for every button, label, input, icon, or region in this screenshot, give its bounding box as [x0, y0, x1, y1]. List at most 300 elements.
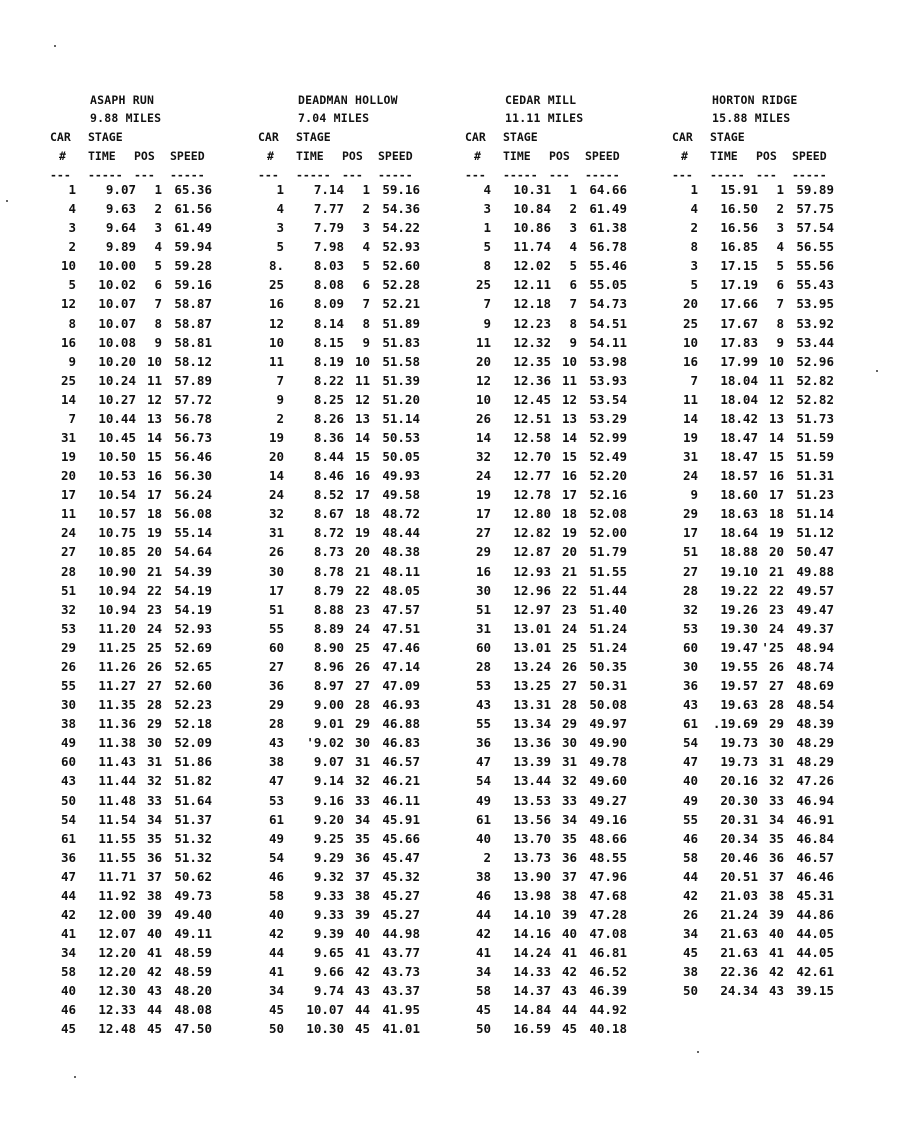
- position: 43: [561, 983, 577, 999]
- average-speed: 49.37: [796, 620, 834, 636]
- car-number: 30: [682, 658, 698, 674]
- stage-time: 8.09: [313, 296, 344, 312]
- position: 26: [561, 658, 577, 674]
- average-speed: 47.08: [589, 926, 627, 942]
- position: 43: [354, 983, 370, 999]
- car-number: 9: [483, 315, 491, 331]
- table-row: [258, 812, 483, 831]
- position: 41: [561, 945, 577, 961]
- car-number: 29: [60, 639, 76, 655]
- table-row: [258, 296, 483, 315]
- position: 12: [146, 391, 162, 407]
- col-header-pos: POS: [549, 149, 570, 163]
- col-divider-pos: ---: [756, 168, 777, 182]
- car-number: 28: [682, 582, 698, 598]
- stage-time: 11.43: [98, 754, 136, 770]
- table-row: [465, 335, 690, 354]
- col-divider-time: -----: [88, 168, 123, 182]
- table-row: [50, 697, 275, 716]
- table-row: [50, 869, 275, 888]
- table-row: [672, 850, 897, 869]
- stage-time: 9.01: [313, 716, 344, 732]
- position: 44: [146, 1002, 162, 1018]
- average-speed: 52.28: [382, 277, 420, 293]
- position: 7: [776, 296, 784, 312]
- table-row: [50, 182, 275, 201]
- stage-time: 12.35: [513, 353, 551, 369]
- stage-time: 10.07: [306, 1002, 344, 1018]
- table-row: [672, 239, 897, 258]
- position: 12: [561, 391, 577, 407]
- position: 26: [354, 658, 370, 674]
- table-row: [50, 449, 275, 468]
- position: 4: [154, 239, 162, 255]
- car-number: 20: [60, 468, 76, 484]
- stage-time: 16.56: [720, 220, 758, 236]
- car-number: 25: [268, 277, 284, 293]
- position: 21: [768, 563, 784, 579]
- stage-time: 11.92: [98, 887, 136, 903]
- stage-time: 10.07: [98, 315, 136, 331]
- table-row: [50, 316, 275, 335]
- table-row: [672, 926, 897, 945]
- table-row: [465, 697, 690, 716]
- stage-time: 8.44: [313, 449, 344, 465]
- table-row: [672, 945, 897, 964]
- car-number: 14: [475, 430, 491, 446]
- table-row: [672, 182, 897, 201]
- average-speed: 48.29: [796, 754, 834, 770]
- table-row: [465, 659, 690, 678]
- table-row: [672, 659, 897, 678]
- table-row: [258, 793, 483, 812]
- average-speed: 50.47: [796, 544, 834, 560]
- position: 19: [146, 525, 162, 541]
- table-row: [465, 640, 690, 659]
- car-number: 19: [268, 430, 284, 446]
- position: 7: [154, 296, 162, 312]
- stage-time: 10.50: [98, 449, 136, 465]
- stage-time: 9.89: [105, 239, 136, 255]
- table-row: [672, 754, 897, 773]
- car-number: 26: [475, 410, 491, 426]
- stage-time: 14.24: [513, 945, 551, 961]
- table-row: [672, 793, 897, 812]
- car-number: 38: [682, 964, 698, 980]
- stage-time: 17.99: [720, 353, 758, 369]
- car-number: 44: [682, 868, 698, 884]
- position: 17: [146, 487, 162, 503]
- car-number: 31: [268, 525, 284, 541]
- table-row: [258, 392, 483, 411]
- position: 1: [362, 182, 370, 197]
- position: 15: [354, 449, 370, 465]
- table-row: [672, 430, 897, 449]
- table-row: [50, 812, 275, 831]
- stage-time: 12.07: [98, 926, 136, 942]
- average-speed: 41.01: [382, 1021, 420, 1037]
- position: 11: [354, 372, 370, 388]
- car-number: 32: [475, 449, 491, 465]
- table-row: [465, 793, 690, 812]
- average-speed: 39.15: [796, 983, 834, 999]
- position: 41: [146, 945, 162, 961]
- car-number: 27: [268, 658, 284, 674]
- stage-time: 17.67: [720, 315, 758, 331]
- col-header-num: #: [59, 149, 66, 163]
- position: 36: [354, 849, 370, 865]
- average-speed: 51.79: [589, 544, 627, 560]
- car-number: 12: [268, 315, 284, 331]
- table-row: [465, 354, 690, 373]
- col-divider-speed: -----: [792, 168, 827, 182]
- table-row: [258, 659, 483, 678]
- car-number: 36: [268, 678, 284, 694]
- position: 21: [146, 563, 162, 579]
- table-row: [258, 983, 483, 1002]
- car-number: 20: [268, 449, 284, 465]
- position: 20: [768, 544, 784, 560]
- stage-time: 19.63: [720, 697, 758, 713]
- table-row: [672, 220, 897, 239]
- table-row: [672, 449, 897, 468]
- table-row: [672, 201, 897, 220]
- average-speed: 56.30: [174, 468, 212, 484]
- average-speed: 52.82: [796, 372, 834, 388]
- stage-time: 21.63: [720, 945, 758, 961]
- position: 13: [146, 410, 162, 426]
- average-speed: 52.08: [589, 506, 627, 522]
- position: 14: [768, 430, 784, 446]
- table-row: [465, 888, 690, 907]
- col-divider-time: -----: [503, 168, 538, 182]
- position: 21: [561, 563, 577, 579]
- table-row: [672, 678, 897, 697]
- stage-time: 19.57: [720, 678, 758, 694]
- average-speed: 52.20: [589, 468, 627, 484]
- average-speed: 46.21: [382, 773, 420, 789]
- stage-time: 11.36: [98, 716, 136, 732]
- position: 25: [146, 639, 162, 655]
- table-row: [672, 487, 897, 506]
- position: 28: [354, 697, 370, 713]
- average-speed: 50.05: [382, 449, 420, 465]
- stage-time: 9.00: [313, 697, 344, 713]
- car-number: 53: [682, 620, 698, 636]
- stage-time: 9.20: [313, 811, 344, 827]
- position: 9: [569, 334, 577, 350]
- stage-time: 11.71: [98, 868, 136, 884]
- col-header-stage: STAGE: [503, 130, 538, 144]
- average-speed: 46.88: [382, 716, 420, 732]
- stage-time: 10.54: [98, 487, 136, 503]
- position: 43: [146, 983, 162, 999]
- table-row: [50, 640, 275, 659]
- position: 38: [768, 887, 784, 903]
- position: 6: [569, 277, 577, 293]
- position: 31: [146, 754, 162, 770]
- table-row: [465, 773, 690, 792]
- stage-time: 13.01: [513, 620, 551, 636]
- average-speed: 56.78: [174, 410, 212, 426]
- stage-time: 10.44: [98, 410, 136, 426]
- car-number: 8: [68, 315, 76, 331]
- position: 38: [354, 887, 370, 903]
- table-row: [465, 1021, 690, 1040]
- stage-title: DEADMAN HOLLOW: [298, 93, 398, 107]
- position: 25: [354, 639, 370, 655]
- col-divider-car: ---: [50, 168, 71, 182]
- position: 42: [561, 964, 577, 980]
- car-number: 50: [475, 1021, 491, 1037]
- table-row: [465, 506, 690, 525]
- position: 2: [776, 201, 784, 217]
- stage-time: 21.03: [720, 887, 758, 903]
- car-number: 47: [268, 773, 284, 789]
- average-speed: 49.93: [382, 468, 420, 484]
- average-speed: 59.94: [174, 239, 212, 255]
- position: 8: [776, 315, 784, 331]
- position: 3: [569, 220, 577, 236]
- position: 44: [354, 1002, 370, 1018]
- stage-time: 19.30: [720, 620, 758, 636]
- position: 32: [354, 773, 370, 789]
- table-row: [50, 468, 275, 487]
- table-row: [50, 220, 275, 239]
- table-row: [50, 296, 275, 315]
- scan-speck: [54, 45, 56, 47]
- col-divider-speed: -----: [170, 168, 205, 182]
- stage-time: 20.46: [720, 849, 758, 865]
- average-speed: 48.08: [174, 1002, 212, 1018]
- average-speed: 49.40: [174, 906, 212, 922]
- car-number: 14: [268, 468, 284, 484]
- position: 5: [569, 258, 577, 274]
- stage-time: 12.23: [513, 315, 551, 331]
- table-row: [50, 831, 275, 850]
- average-speed: 46.91: [796, 811, 834, 827]
- position: 16: [354, 468, 370, 484]
- stage-time: 13.31: [513, 697, 551, 713]
- table-row: [50, 430, 275, 449]
- table-row: [50, 258, 275, 277]
- position: 22: [561, 582, 577, 598]
- position: 8: [362, 315, 370, 331]
- position: 22: [768, 582, 784, 598]
- stage-time: 12.78: [513, 487, 551, 503]
- car-number: 60: [60, 754, 76, 770]
- car-number: 38: [268, 754, 284, 770]
- stage-time: 12.48: [98, 1021, 136, 1037]
- average-speed: 49.47: [796, 601, 834, 617]
- table-row: [258, 430, 483, 449]
- table-row: [465, 525, 690, 544]
- car-number: 46: [682, 830, 698, 846]
- table-row: [258, 888, 483, 907]
- position: 17: [768, 487, 784, 503]
- stage-time: 20.16: [720, 773, 758, 789]
- stage-time: 10.75: [98, 525, 136, 541]
- position: 13: [561, 410, 577, 426]
- stage-time: 11.35: [98, 697, 136, 713]
- stage-time: 8.90: [313, 639, 344, 655]
- table-row: [258, 468, 483, 487]
- car-number: 44: [60, 887, 76, 903]
- col-divider-speed: -----: [378, 168, 413, 182]
- average-speed: 52.82: [796, 391, 834, 407]
- col-header-num: #: [474, 149, 481, 163]
- average-speed: 52.49: [589, 449, 627, 465]
- car-number: 30: [268, 563, 284, 579]
- average-speed: 49.73: [174, 887, 212, 903]
- average-speed: 52.16: [589, 487, 627, 503]
- table-row: [258, 525, 483, 544]
- car-number: 27: [682, 563, 698, 579]
- position: 44: [561, 1002, 577, 1018]
- stage-time: 19.22: [720, 582, 758, 598]
- average-speed: 52.00: [589, 525, 627, 541]
- car-number: 49: [60, 735, 76, 751]
- col-header-car: CAR: [50, 130, 71, 144]
- stage-time: 13.70: [513, 830, 551, 846]
- stage-block-horton-ridge: [672, 0, 897, 1136]
- car-number: 14: [60, 391, 76, 407]
- table-row: [465, 182, 690, 201]
- table-row: [50, 411, 275, 430]
- position: 27: [561, 678, 577, 694]
- stage-time: 11.55: [98, 849, 136, 865]
- stage-time: 11.54: [98, 811, 136, 827]
- average-speed: 55.14: [174, 525, 212, 541]
- average-speed: 44.05: [796, 926, 834, 942]
- car-number: 25: [60, 372, 76, 388]
- average-speed: 57.75: [796, 201, 834, 217]
- table-row: [672, 888, 897, 907]
- stage-time: 20.51: [720, 868, 758, 884]
- position: 12: [768, 391, 784, 407]
- table-row: [50, 754, 275, 773]
- average-speed: 46.83: [382, 735, 420, 751]
- car-number: 43: [682, 697, 698, 713]
- average-speed: 56.46: [174, 449, 212, 465]
- average-speed: 48.72: [382, 506, 420, 522]
- position: 10: [146, 353, 162, 369]
- table-row: [465, 201, 690, 220]
- stage-time: 18.47: [720, 430, 758, 446]
- position: 30: [768, 735, 784, 751]
- position: '25: [761, 639, 784, 655]
- position: 13: [768, 410, 784, 426]
- average-speed: 52.99: [589, 430, 627, 446]
- table-row: [50, 850, 275, 869]
- table-row: [672, 602, 897, 621]
- car-number: 26: [60, 658, 76, 674]
- stage-time: 20.30: [720, 792, 758, 808]
- stage-time: 10.86: [513, 220, 551, 236]
- average-speed: 54.19: [174, 601, 212, 617]
- stage-time: 12.33: [98, 1002, 136, 1018]
- stage-time: 8.96: [313, 658, 344, 674]
- average-speed: 49.58: [382, 487, 420, 503]
- position: 27: [354, 678, 370, 694]
- col-header-num: #: [267, 149, 274, 163]
- average-speed: 51.24: [589, 639, 627, 655]
- position: 18: [768, 506, 784, 522]
- position: 1: [154, 182, 162, 197]
- car-number: 50: [268, 1021, 284, 1037]
- car-number: 46: [268, 868, 284, 884]
- average-speed: 51.37: [174, 811, 212, 827]
- car-number: 50: [682, 983, 698, 999]
- position: 24: [146, 620, 162, 636]
- position: 19: [354, 525, 370, 541]
- position: 30: [561, 735, 577, 751]
- stage-time: 19.47: [720, 639, 758, 655]
- car-number: 45: [60, 1021, 76, 1037]
- table-row: [50, 735, 275, 754]
- table-row: [258, 773, 483, 792]
- col-divider-pos: ---: [549, 168, 570, 182]
- average-speed: 48.29: [796, 735, 834, 751]
- car-number: 43: [475, 697, 491, 713]
- col-header-pos: POS: [756, 149, 777, 163]
- average-speed: 48.44: [382, 525, 420, 541]
- position: 45: [354, 1021, 370, 1037]
- average-speed: 48.74: [796, 658, 834, 674]
- table-row: [465, 602, 690, 621]
- position: 18: [354, 506, 370, 522]
- average-speed: 51.32: [174, 849, 212, 865]
- car-number: 51: [475, 601, 491, 617]
- stage-time: 13.98: [513, 887, 551, 903]
- average-speed: 49.57: [796, 582, 834, 598]
- position: 10: [561, 353, 577, 369]
- table-row: [258, 449, 483, 468]
- average-speed: 59.16: [382, 182, 420, 197]
- stage-time: 8.14: [313, 315, 344, 331]
- stage-time: 12.00: [98, 906, 136, 922]
- table-row: [465, 277, 690, 296]
- table-row: [465, 716, 690, 735]
- stage-time: 8.52: [313, 487, 344, 503]
- car-number: 31: [475, 620, 491, 636]
- stage-time: 12.45: [513, 391, 551, 407]
- car-number: 42: [475, 926, 491, 942]
- table-row: [50, 525, 275, 544]
- average-speed: 49.97: [589, 716, 627, 732]
- stage-block-cedar-mill: [465, 0, 690, 1136]
- average-speed: 44.05: [796, 945, 834, 961]
- table-row: [672, 831, 897, 850]
- car-number: 53: [475, 678, 491, 694]
- average-speed: 54.39: [174, 563, 212, 579]
- table-row: [50, 354, 275, 373]
- position: 29: [354, 716, 370, 732]
- car-number: 42: [268, 926, 284, 942]
- car-number: 17: [268, 582, 284, 598]
- stage-time: 9.74: [313, 983, 344, 999]
- average-speed: 46.39: [589, 983, 627, 999]
- average-speed: 45.32: [382, 868, 420, 884]
- scan-speck: [74, 1076, 76, 1078]
- table-row: [258, 220, 483, 239]
- position: 40: [354, 926, 370, 942]
- stage-time: 9.66: [313, 964, 344, 980]
- car-number: 58: [475, 983, 491, 999]
- car-number: 25: [475, 277, 491, 293]
- table-row: [465, 239, 690, 258]
- car-number: 16: [268, 296, 284, 312]
